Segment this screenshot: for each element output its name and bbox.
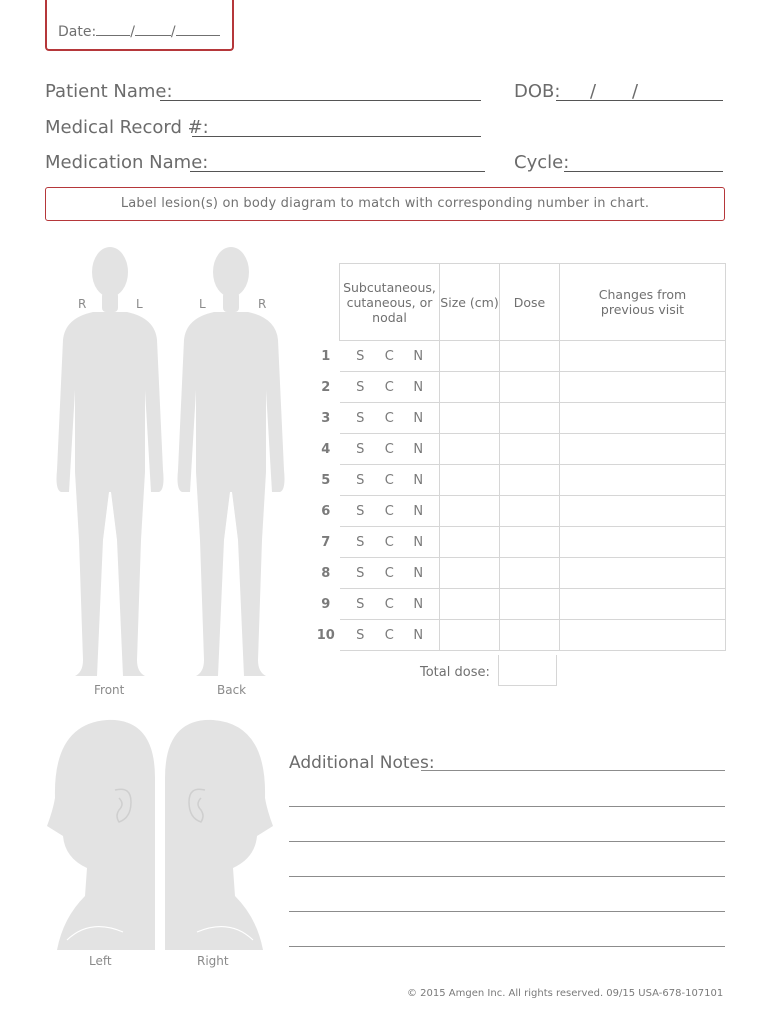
type-option-s[interactable]: S bbox=[356, 534, 365, 550]
type-option-n[interactable]: N bbox=[413, 441, 424, 457]
date-field[interactable] bbox=[58, 21, 220, 40]
type-option-c[interactable]: C bbox=[384, 441, 394, 457]
type-options bbox=[340, 558, 440, 589]
type-option-n[interactable]: N bbox=[413, 596, 424, 612]
row-number: 9 bbox=[321, 596, 331, 612]
size-cell[interactable] bbox=[440, 403, 500, 434]
type-option-c[interactable]: C bbox=[384, 410, 394, 426]
cycle-field[interactable] bbox=[564, 171, 723, 172]
header-dose: Dose bbox=[500, 264, 560, 341]
type-option-c[interactable]: C bbox=[384, 472, 394, 488]
type-option-c[interactable]: C bbox=[384, 627, 394, 643]
type-options bbox=[340, 434, 440, 465]
total-dose-label: Total dose: bbox=[420, 665, 490, 680]
total-dose-field[interactable] bbox=[498, 655, 557, 686]
table-row bbox=[312, 558, 726, 589]
dose-cell[interactable] bbox=[500, 620, 560, 651]
row-number: 2 bbox=[321, 379, 331, 395]
lesion-chart bbox=[312, 263, 726, 651]
type-options bbox=[340, 527, 440, 558]
row-number: 1 bbox=[321, 348, 331, 364]
notes-line[interactable] bbox=[289, 911, 725, 912]
table-row bbox=[312, 589, 726, 620]
type-option-n[interactable]: N bbox=[413, 379, 424, 395]
patient-name-label: Patient Name: bbox=[45, 81, 173, 102]
header-type: Subcutaneous, cutaneous, or nodal bbox=[340, 264, 440, 341]
front-left-marker: L bbox=[136, 297, 143, 311]
changes-cell[interactable] bbox=[560, 496, 726, 527]
header-size: Size (cm) bbox=[440, 264, 500, 341]
type-options bbox=[340, 465, 440, 496]
type-option-s[interactable]: S bbox=[356, 410, 365, 426]
right-head-silhouette bbox=[165, 720, 273, 950]
notes-line[interactable] bbox=[289, 806, 725, 807]
row-number: 8 bbox=[321, 565, 331, 581]
row-number: 6 bbox=[321, 503, 331, 519]
dose-cell[interactable] bbox=[500, 496, 560, 527]
dob-label: DOB: bbox=[514, 81, 561, 102]
left-head-silhouette bbox=[47, 720, 155, 950]
type-options bbox=[340, 620, 440, 651]
type-option-s[interactable]: S bbox=[356, 565, 365, 581]
type-option-c[interactable]: C bbox=[384, 534, 394, 550]
header-changes: Changes from previous visit bbox=[560, 264, 726, 341]
back-right-marker: R bbox=[258, 297, 267, 311]
changes-cell[interactable] bbox=[560, 341, 726, 372]
type-options bbox=[340, 403, 440, 434]
type-option-c[interactable]: C bbox=[384, 379, 394, 395]
type-option-c[interactable]: C bbox=[384, 565, 394, 581]
table-row bbox=[312, 527, 726, 558]
changes-cell[interactable] bbox=[560, 620, 726, 651]
table-row bbox=[312, 403, 726, 434]
notes-line[interactable] bbox=[289, 841, 725, 842]
changes-cell[interactable] bbox=[560, 589, 726, 620]
right-head-label: Right bbox=[197, 954, 229, 968]
type-option-s[interactable]: S bbox=[356, 472, 365, 488]
size-cell[interactable] bbox=[440, 527, 500, 558]
dose-cell[interactable] bbox=[500, 589, 560, 620]
instruction-notice: Label lesion(s) on body diagram to match with corresponding number in chart. bbox=[45, 187, 725, 221]
size-cell[interactable] bbox=[440, 465, 500, 496]
size-cell[interactable] bbox=[440, 589, 500, 620]
changes-cell[interactable] bbox=[560, 558, 726, 589]
date-separator: / bbox=[130, 24, 135, 40]
changes-cell[interactable] bbox=[560, 403, 726, 434]
patient-name-field[interactable] bbox=[160, 100, 481, 101]
size-cell[interactable] bbox=[440, 341, 500, 372]
front-label: Front bbox=[94, 683, 125, 697]
back-body-silhouette bbox=[178, 247, 285, 676]
medication-name-label: Medication Name: bbox=[45, 152, 209, 173]
type-option-n[interactable]: N bbox=[413, 627, 424, 643]
dose-cell[interactable] bbox=[500, 434, 560, 465]
left-head-label: Left bbox=[89, 954, 112, 968]
dob-field[interactable] bbox=[556, 100, 723, 101]
size-cell[interactable] bbox=[440, 434, 500, 465]
table-row bbox=[312, 496, 726, 527]
type-options bbox=[340, 589, 440, 620]
table-row bbox=[312, 620, 726, 651]
row-number: 5 bbox=[321, 472, 331, 488]
medication-name-field[interactable] bbox=[190, 171, 485, 172]
notes-line[interactable] bbox=[289, 876, 725, 877]
type-option-c[interactable]: C bbox=[384, 503, 394, 519]
type-option-s[interactable]: S bbox=[356, 503, 365, 519]
front-right-marker: R bbox=[78, 297, 87, 311]
back-label: Back bbox=[217, 683, 247, 697]
size-cell[interactable] bbox=[440, 620, 500, 651]
changes-cell[interactable] bbox=[560, 465, 726, 496]
type-options bbox=[340, 372, 440, 403]
changes-cell[interactable] bbox=[560, 372, 726, 403]
row-number: 10 bbox=[316, 627, 335, 643]
copyright-footer: © 2015 Amgen Inc. All rights reserved. 09/15 USA-678-107101 bbox=[407, 988, 724, 999]
type-option-n[interactable]: N bbox=[413, 472, 424, 488]
type-option-s[interactable]: S bbox=[356, 348, 365, 364]
table-row bbox=[312, 434, 726, 465]
row-number: 3 bbox=[321, 410, 331, 426]
back-left-marker: L bbox=[199, 297, 206, 311]
type-option-s[interactable]: S bbox=[356, 379, 365, 395]
cycle-label: Cycle: bbox=[514, 152, 570, 173]
type-option-s[interactable]: S bbox=[356, 441, 365, 457]
type-option-n[interactable]: N bbox=[413, 503, 424, 519]
table-row bbox=[312, 372, 726, 403]
size-cell[interactable] bbox=[440, 372, 500, 403]
type-options bbox=[340, 341, 440, 372]
type-option-n[interactable]: N bbox=[413, 565, 424, 581]
type-option-n[interactable]: N bbox=[413, 348, 424, 364]
dose-cell[interactable] bbox=[500, 372, 560, 403]
changes-cell[interactable] bbox=[560, 434, 726, 465]
dose-cell[interactable] bbox=[500, 341, 560, 372]
medical-record-label: Medical Record #: bbox=[45, 117, 209, 138]
size-cell[interactable] bbox=[440, 496, 500, 527]
notes-line[interactable] bbox=[289, 946, 725, 947]
type-option-s[interactable]: S bbox=[356, 596, 365, 612]
additional-notes-label: Additional Notes: bbox=[289, 753, 435, 773]
dob-separator: / bbox=[632, 81, 639, 102]
row-number: 7 bbox=[321, 534, 331, 550]
date-separator: / bbox=[170, 24, 176, 40]
size-cell[interactable] bbox=[440, 558, 500, 589]
dob-separator: / bbox=[590, 81, 597, 102]
table-row bbox=[312, 465, 726, 496]
head-diagram[interactable] bbox=[45, 718, 275, 953]
table-row bbox=[312, 341, 726, 372]
type-option-c[interactable]: C bbox=[384, 596, 394, 612]
notes-line[interactable] bbox=[421, 770, 725, 771]
front-body-silhouette bbox=[57, 247, 164, 676]
medical-record-field[interactable] bbox=[192, 136, 481, 137]
row-number: 4 bbox=[321, 441, 331, 457]
type-option-s[interactable]: S bbox=[356, 627, 365, 643]
type-option-n[interactable]: N bbox=[413, 534, 424, 550]
dose-cell[interactable] bbox=[500, 527, 560, 558]
dose-cell[interactable] bbox=[500, 403, 560, 434]
dose-cell[interactable] bbox=[500, 465, 560, 496]
type-option-n[interactable]: N bbox=[413, 410, 424, 426]
type-options bbox=[340, 496, 440, 527]
changes-cell[interactable] bbox=[560, 527, 726, 558]
type-option-c[interactable]: C bbox=[384, 348, 394, 364]
dose-cell[interactable] bbox=[500, 558, 560, 589]
date-label: Date: bbox=[58, 24, 97, 40]
